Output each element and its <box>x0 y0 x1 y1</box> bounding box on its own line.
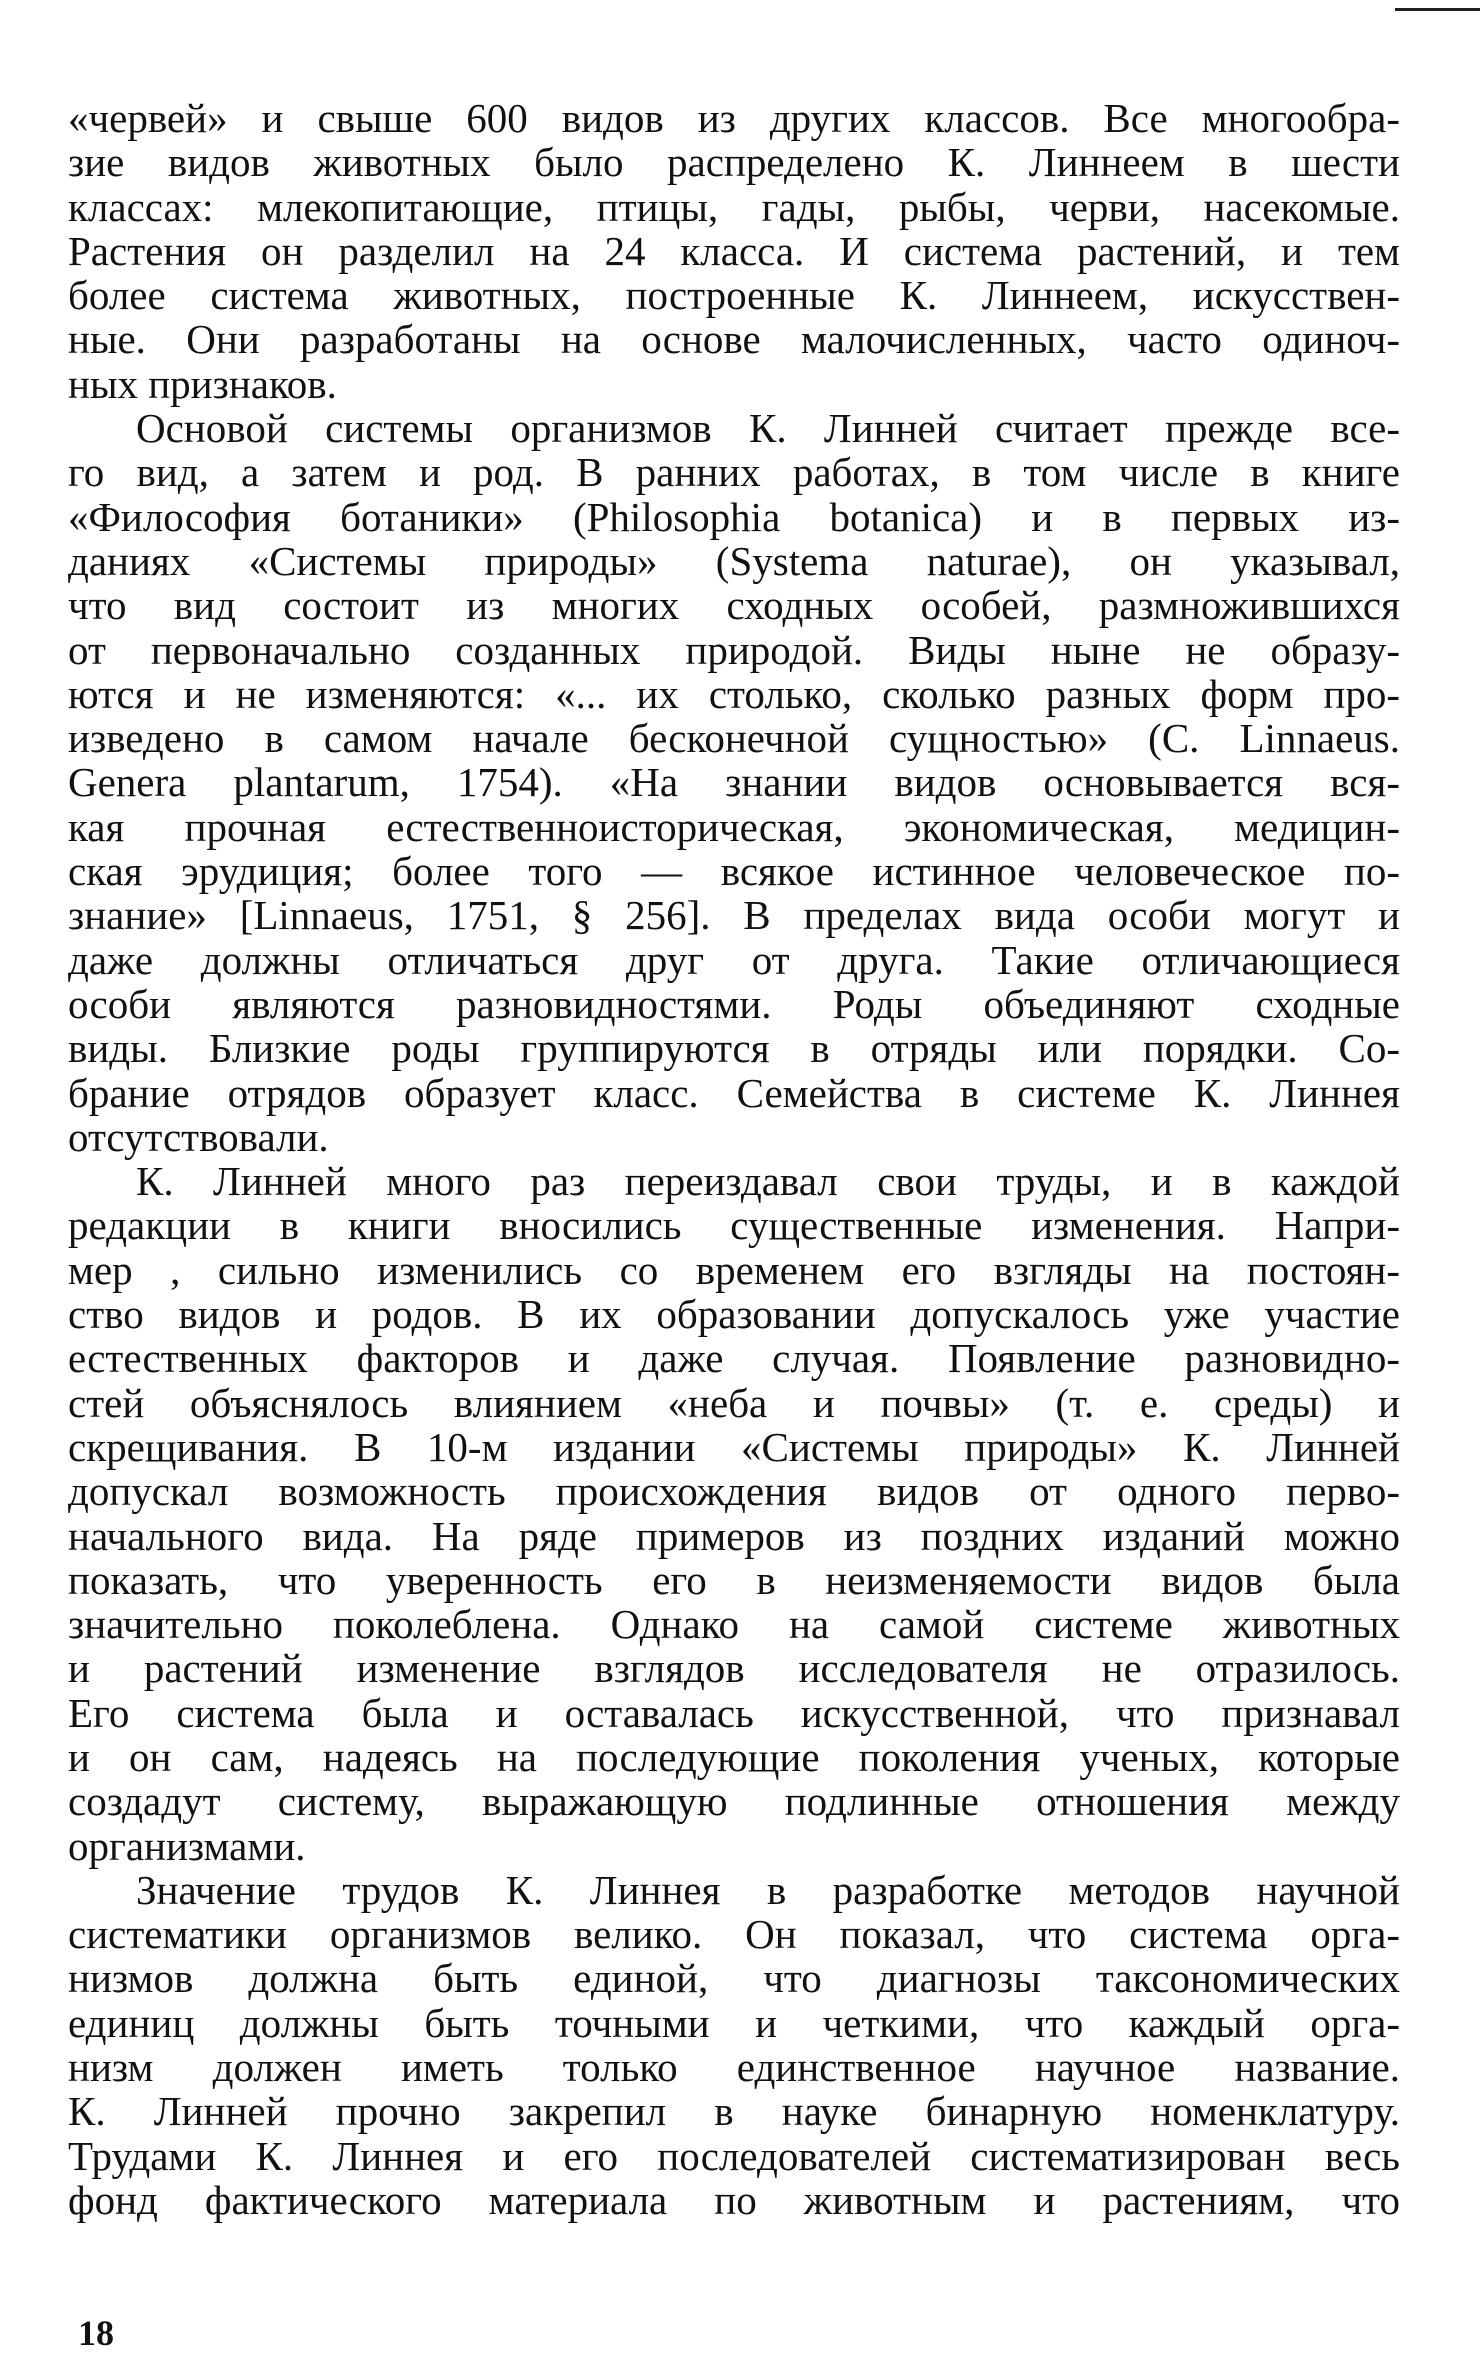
text-line: Genera plantarum, 1754). «На знании видов основывается вся- <box>68 759 1400 806</box>
text-line: и он сам, надеясь на последующие поколения ученых, которые <box>68 1733 1400 1780</box>
text-line: ных признаков. <box>68 360 337 407</box>
text-line: и растений изменение взглядов исследователя не отразилось. <box>68 1645 1400 1692</box>
text-line: «червей» и свыше 600 видов из других классов. Все многообра- <box>68 95 1400 141</box>
text-line: значительно поколеблена. Однако на самой системе животных <box>68 1601 1400 1648</box>
text-line: естественных факторов и даже случая. Появление разновидно- <box>68 1335 1400 1382</box>
text-line: стей объяснялось влиянием «неба и почвы» (т. е. среды) и <box>68 1379 1400 1426</box>
text-line: Основой системы организмов К. Линней считает прежде все- <box>136 405 1400 452</box>
text-line: отсутствовали. <box>68 1113 329 1160</box>
text-line: Значение трудов К. Линнея в разработке методов научной <box>136 1866 1400 1913</box>
text-line: ные. Они разработаны на основе малочисленных, часто одиноч- <box>68 316 1400 363</box>
text-line: даже должны отличаться друг от друга. Такие отличающиеся <box>68 936 1400 983</box>
text-line: систематики организмов велико. Он показал, что система орга- <box>68 1911 1400 1958</box>
text-line: К. Линней прочно закрепил в науке бинарную номенклатуру. <box>68 2088 1400 2135</box>
text-line: более система животных, построенные К. Линнеем, искусствен- <box>68 272 1400 319</box>
paragraph-2 <box>68 406 1400 1159</box>
text-line: даниях «Системы природы» (Systema naturae), он указывал, <box>68 537 1400 584</box>
text-line: мер , сильно изменились со временем его взгляды на постоян- <box>68 1246 1400 1293</box>
paragraph-4 <box>68 1868 1400 2222</box>
text-line: допускал возможность происхождения видов от одного перво- <box>68 1468 1400 1515</box>
text-line: изведено в самом начале бесконечной сущностью» (C. Linnaeus. <box>68 715 1400 762</box>
text-line: скрещивания. В 10-м издании «Системы природы» К. Линней <box>68 1423 1400 1470</box>
text-line: виды. Близкие роды группируются в отряды или порядки. Со- <box>68 1025 1400 1072</box>
text-line: го вид, а затем и род. В ранних работах, в том числе в книге <box>68 449 1400 496</box>
paragraph-1 <box>68 96 1400 406</box>
text-line: начального вида. На ряде примеров из поздних изданий можно <box>68 1512 1400 1559</box>
text-line: организмами. <box>68 1822 306 1869</box>
text-line: знание» [Linnaeus, 1751, § 256]. В пределах вида особи могут и <box>68 892 1400 939</box>
text-line: брание отрядов образует класс. Семейства в системе К. Линнея <box>68 1069 1400 1116</box>
paragraph-3 <box>68 1159 1400 1868</box>
page-edge-mark <box>1395 8 1480 11</box>
page-body <box>68 96 1400 2222</box>
text-line: низмов должна быть единой, что диагнозы таксономических <box>68 1955 1400 2002</box>
text-line: от первоначально созданных природой. Виды ныне не образу- <box>68 626 1400 673</box>
text-line: ются и не изменяются: «... их столько, сколько разных форм про- <box>68 670 1400 717</box>
text-line: Трудами К. Линнея и его последователей систематизирован весь <box>68 2132 1400 2179</box>
text-line: фонд фактического материала по животным и растениям, что <box>68 2176 1400 2223</box>
text-line: Растения он разделил на 24 класса. И система растений, и тем <box>68 227 1400 274</box>
text-line: особи являются разновидностями. Роды объединяют сходные <box>68 980 1400 1027</box>
text-line: кая прочная естественноисторическая, экономическая, медицин- <box>68 803 1400 850</box>
text-line: показать, что уверенность его в неизменяемости видов была <box>68 1556 1400 1603</box>
text-line: редакции в книги вносились существенные изменения. Напри- <box>68 1202 1400 1249</box>
text-line: «Философия ботаники» (Philosophia botanica) и в первых из- <box>68 493 1400 540</box>
text-line: ство видов и родов. В их образовании допускалось уже участие <box>68 1291 1400 1338</box>
text-line: единиц должны быть точными и четкими, что каждый орга- <box>68 1999 1400 2046</box>
text-line: ская эрудиция; более того — всякое истинное человеческое по- <box>68 848 1400 895</box>
text-line: К. Линней много раз переиздавал свои труды, и в каждой <box>136 1158 1400 1205</box>
text-line: создадут систему, выражающую подлинные отношения между <box>68 1778 1400 1825</box>
text-line: Его система была и оставалась искусственной, что признавал <box>68 1689 1400 1736</box>
text-line: зие видов животных было распределено К. Линнеем в шести <box>68 139 1400 186</box>
text-line: низм должен иметь только единственное научное название. <box>68 2044 1400 2091</box>
text-line: классах: млекопитающие, птицы, гады, рыбы, черви, насекомые. <box>68 183 1400 230</box>
page-number: 18 <box>78 2313 114 2353</box>
text-line: что вид состоит из многих сходных особей, размножившихся <box>68 582 1400 629</box>
